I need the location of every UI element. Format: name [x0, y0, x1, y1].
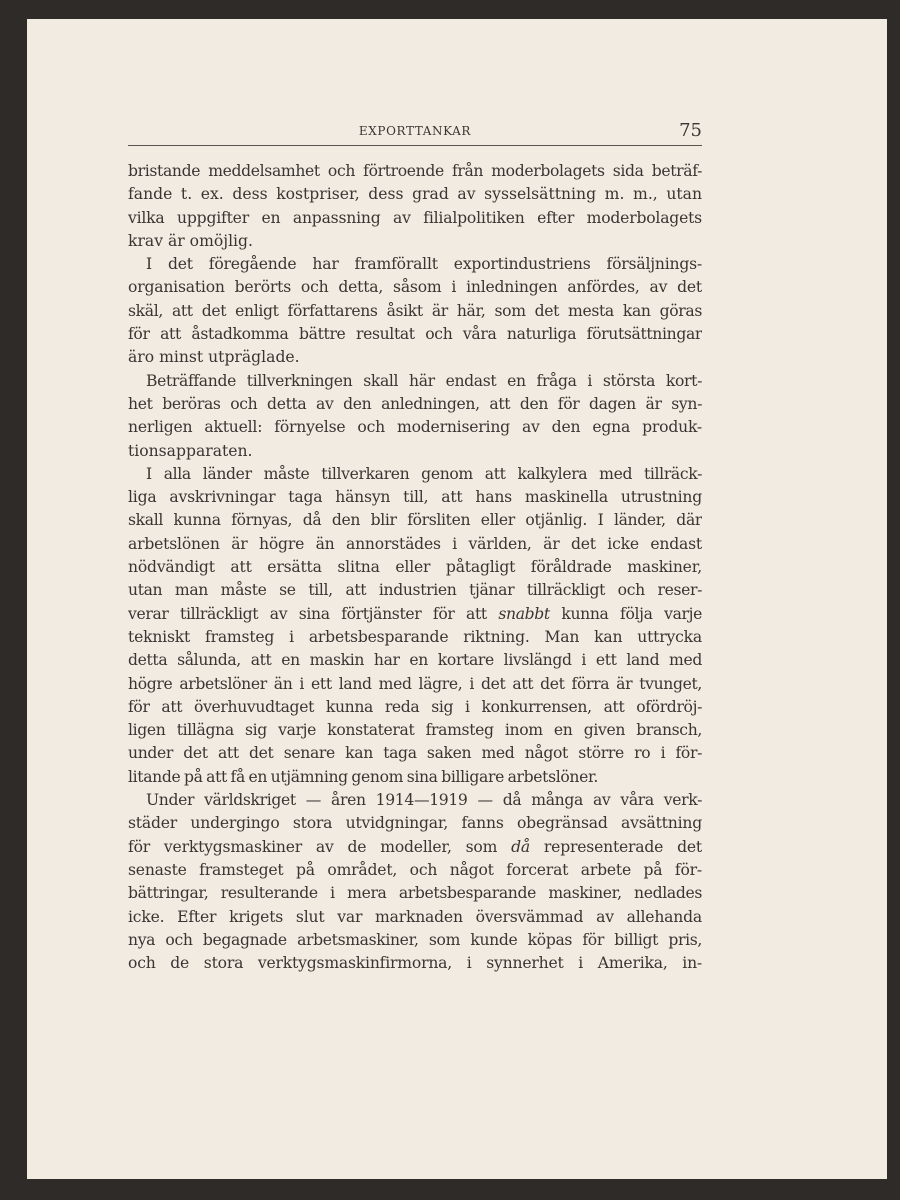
text-line: tionsapparaten. — [128, 441, 253, 460]
paragraph — [128, 160, 702, 253]
text-line: het beröras och detta av den anledningen, att den för dagen är syn- — [128, 394, 702, 413]
text-line — [128, 603, 702, 626]
text-line: för att överhuvudtaget kunna reda sig i konkurrensen, att ofördröj- — [128, 697, 702, 716]
book-page — [27, 19, 887, 1179]
text-line: fande t. ex. dess kostpriser, dess grad av sysselsättning m. m., utan — [128, 185, 702, 204]
text-line: och de stora verktygsmaskinfirmorna, i synnerhet i Amerika, in- — [128, 954, 702, 973]
running-title: EXPORTTANKAR — [358, 124, 472, 138]
text-line: I alla länder måste tillverkaren genom att kalkylera med tillräck- — [146, 464, 702, 483]
text-segment: kunna följa varje — [549, 604, 702, 623]
text-line: krav är omöjlig. — [128, 231, 253, 250]
text-segment: verar tillräckligt av sina förtjänster för att — [128, 604, 499, 623]
text-line: för att åstadkomma bättre resultat och våra naturliga förutsättningar — [128, 325, 702, 344]
text-line: arbetslönen är högre än annorstädes i världen, är det icke endast — [128, 534, 702, 553]
text-line: vilka uppgifter en anpassning av filialpolitiken efter moderbolagets — [128, 208, 702, 227]
text-line: detta sålunda, att en maskin har en kortare livslängd i ett land med — [128, 651, 702, 670]
text-line — [128, 836, 702, 859]
text-line: Beträffande tillverkningen skall här endast en fråga i största kort- — [146, 371, 702, 390]
text-line: I det föregående har framförallt exportindustriens försäljnings- — [146, 255, 702, 274]
text-segment: för verktygsmaskiner av de modeller, som — [128, 837, 512, 856]
text-line: ligen tillägna sig varje konstaterat framsteg inom en given bransch, — [128, 721, 702, 740]
text-line: under det att det senare kan taga saken med något större ro i för- — [128, 744, 702, 763]
text-line: äro minst utpräglade. — [128, 348, 300, 367]
text-line: skäl, att det enligt författarens åsikt är här, som det mesta kan göras — [128, 301, 702, 320]
text-line: bristande meddelsamhet och förtroende från moderbolagets sida beträf- — [128, 162, 702, 180]
text-line: nerligen aktuell: förnyelse och modernisering av den egna produk- — [128, 418, 702, 437]
text-line: bättringar, resulterande i mera arbetsbesparande maskiner, nedlades — [128, 884, 702, 903]
text-line: högre arbetslöner än i ett land med lägre, i det att det förra är tvunget, — [128, 674, 702, 693]
text-line: städer undergingo stora utvidgningar, fanns obegränsad avsättning — [128, 814, 702, 833]
paragraph — [128, 370, 702, 463]
emphasized-word: då — [511, 837, 531, 856]
body-text — [128, 160, 702, 975]
text-line: liga avskrivningar taga hänsyn till, att hans maskinella utrustning — [128, 488, 702, 507]
text-line: Under världskriget — åren 1914—1919 — då många av våra verk- — [146, 791, 702, 810]
text-line: nödvändigt att ersätta slitna eller påtagligt föråldrade maskiner, — [128, 558, 702, 577]
running-header — [128, 120, 702, 146]
text-line: utan man måste se till, att industrien tjänar tillräckligt och reser- — [128, 581, 702, 600]
text-line: organisation berörts och detta, såsom i inledningen anfördes, av det — [128, 278, 702, 297]
text-line: icke. Efter krigets slut var marknaden översvämmad av allehanda — [128, 907, 702, 926]
paragraph — [128, 253, 702, 369]
paragraph — [128, 463, 702, 789]
text-line: senaste framsteget på området, och något forcerat arbete på för- — [128, 860, 702, 879]
text-line: litande på att få en utjämning genom sina billigare arbetslöner. — [128, 767, 598, 786]
text-segment: representerade det — [530, 837, 702, 856]
emphasized-word: snabbt — [498, 604, 550, 623]
text-line: nya och begagnade arbetsmaskiner, som kunde köpas för billigt pris, — [128, 930, 702, 949]
paragraph — [128, 789, 702, 975]
page-number: 75 — [679, 120, 702, 141]
header-rule — [128, 145, 702, 146]
text-line: skall kunna förnyas, då den blir försliten eller otjänlig. I länder, där — [128, 511, 702, 530]
text-line: tekniskt framsteg i arbetsbesparande riktning. Man kan uttrycka — [128, 627, 702, 646]
